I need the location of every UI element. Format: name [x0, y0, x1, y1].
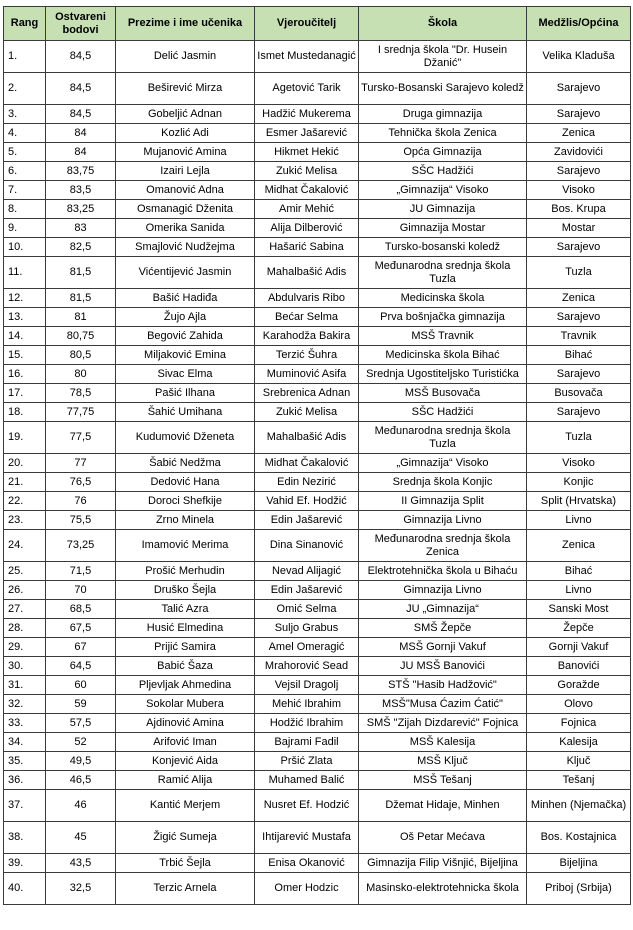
cell-points: 64,5 — [46, 657, 116, 676]
cell-place: Kalesija — [527, 733, 631, 752]
table-row — [4, 600, 631, 619]
table-row — [4, 403, 631, 422]
cell-school: Tursko-Bosanski Sarajevo koledž — [359, 73, 527, 105]
table-row — [4, 676, 631, 695]
cell-teacher: Hikmet Hekić — [255, 143, 359, 162]
table-row — [4, 143, 631, 162]
cell-school: Masinsko-elektrotehnicka škola — [359, 873, 527, 905]
cell-rank: 38. — [4, 822, 46, 854]
cell-name: Žujo Ajla — [116, 308, 255, 327]
cell-school: MSŠ Busovača — [359, 384, 527, 403]
cell-teacher: Omić Selma — [255, 600, 359, 619]
cell-teacher: Midhat Čakalović — [255, 454, 359, 473]
cell-name: Druško Šejla — [116, 581, 255, 600]
cell-school: Međunarodna srednja škola Tuzla — [359, 257, 527, 289]
cell-school: MSŠ Kalesija — [359, 733, 527, 752]
cell-school: SŠC Hadžići — [359, 403, 527, 422]
cell-teacher: Nusret Ef. Hodzić — [255, 790, 359, 822]
cell-place: Bihać — [527, 562, 631, 581]
header-rang: Rang — [4, 7, 46, 41]
cell-school: JU MSŠ Banovići — [359, 657, 527, 676]
table-row — [4, 162, 631, 181]
cell-place: Konjic — [527, 473, 631, 492]
cell-place: Mostar — [527, 219, 631, 238]
cell-points: 81,5 — [46, 289, 116, 308]
table-row — [4, 200, 631, 219]
cell-place: Sarajevo — [527, 73, 631, 105]
cell-rank: 15. — [4, 346, 46, 365]
cell-place: Ključ — [527, 752, 631, 771]
cell-school: „Gimnazija“ Visoko — [359, 181, 527, 200]
cell-school: „Gimnazija“ Visoko — [359, 454, 527, 473]
cell-place: Tuzla — [527, 422, 631, 454]
table-row — [4, 695, 631, 714]
cell-name: Kozlić Adi — [116, 124, 255, 143]
cell-rank: 27. — [4, 600, 46, 619]
cell-rank: 18. — [4, 403, 46, 422]
cell-place: Sarajevo — [527, 365, 631, 384]
cell-rank: 4. — [4, 124, 46, 143]
cell-points: 80,75 — [46, 327, 116, 346]
cell-points: 77 — [46, 454, 116, 473]
cell-points: 84 — [46, 124, 116, 143]
cell-points: 76 — [46, 492, 116, 511]
cell-points: 46,5 — [46, 771, 116, 790]
table-row — [4, 771, 631, 790]
cell-school: MSŠ Travnik — [359, 327, 527, 346]
cell-name: Imamović Merima — [116, 530, 255, 562]
table-row — [4, 454, 631, 473]
cell-rank: 11. — [4, 257, 46, 289]
cell-place: Zenica — [527, 530, 631, 562]
cell-teacher: Edin Jašarević — [255, 581, 359, 600]
cell-name: Delić Jasmin — [116, 41, 255, 73]
header-bodovi: Ostvareni bodovi — [46, 7, 116, 41]
table-row — [4, 238, 631, 257]
cell-teacher: Alija Dilberović — [255, 219, 359, 238]
cell-points: 68,5 — [46, 600, 116, 619]
cell-teacher: Midhat Čakalović — [255, 181, 359, 200]
cell-name: Beširević Mirza — [116, 73, 255, 105]
cell-school: MSŠ Tešanj — [359, 771, 527, 790]
cell-rank: 33. — [4, 714, 46, 733]
cell-name: Miljaković Emina — [116, 346, 255, 365]
cell-place: Sarajevo — [527, 162, 631, 181]
cell-points: 80 — [46, 365, 116, 384]
table-row — [4, 181, 631, 200]
cell-name: Zrno Minela — [116, 511, 255, 530]
cell-points: 60 — [46, 676, 116, 695]
cell-rank: 8. — [4, 200, 46, 219]
cell-rank: 14. — [4, 327, 46, 346]
table-row — [4, 422, 631, 454]
cell-teacher: Edin Nezirić — [255, 473, 359, 492]
cell-school: JU Gimnazija — [359, 200, 527, 219]
cell-teacher: Zukić Melisa — [255, 162, 359, 181]
cell-place: Visoko — [527, 454, 631, 473]
cell-school: Tursko-bosanski koledž — [359, 238, 527, 257]
cell-school: Srednja škola Konjic — [359, 473, 527, 492]
cell-place: Split (Hrvatska) — [527, 492, 631, 511]
cell-rank: 3. — [4, 105, 46, 124]
cell-name: Pašić Ilhana — [116, 384, 255, 403]
table-row — [4, 124, 631, 143]
cell-place: Minhen (Njemačka) — [527, 790, 631, 822]
table-row — [4, 492, 631, 511]
cell-points: 81 — [46, 308, 116, 327]
cell-school: SMŠ Žepče — [359, 619, 527, 638]
cell-name: Pljevljak Ahmedina — [116, 676, 255, 695]
cell-teacher: Hadžić Mukerema — [255, 105, 359, 124]
cell-points: 32,5 — [46, 873, 116, 905]
cell-points: 71,5 — [46, 562, 116, 581]
table-row — [4, 365, 631, 384]
cell-rank: 36. — [4, 771, 46, 790]
cell-school: I srednja škola "Dr. Husein Džanić" — [359, 41, 527, 73]
cell-name: Prijić Samira — [116, 638, 255, 657]
header-skola: Škola — [359, 7, 527, 41]
cell-points: 73,25 — [46, 530, 116, 562]
cell-points: 83,25 — [46, 200, 116, 219]
cell-rank: 12. — [4, 289, 46, 308]
cell-teacher: Vejsil Dragolj — [255, 676, 359, 695]
cell-place: Olovo — [527, 695, 631, 714]
cell-teacher: Vahid Ef. Hodžić — [255, 492, 359, 511]
cell-teacher: Ismet Mustedanagić — [255, 41, 359, 73]
cell-place: Busovača — [527, 384, 631, 403]
cell-name: Arifović Iman — [116, 733, 255, 752]
cell-rank: 26. — [4, 581, 46, 600]
cell-name: Sivac Elma — [116, 365, 255, 384]
cell-name: Ramić Alija — [116, 771, 255, 790]
table-row — [4, 562, 631, 581]
cell-teacher: Omer Hodzic — [255, 873, 359, 905]
cell-school: Džemat Hidaje, Minhen — [359, 790, 527, 822]
cell-school: Medicinska škola — [359, 289, 527, 308]
table-row — [4, 733, 631, 752]
cell-school: Opća Gimnazija — [359, 143, 527, 162]
cell-teacher: Agetović Tarik — [255, 73, 359, 105]
cell-rank: 32. — [4, 695, 46, 714]
cell-rank: 34. — [4, 733, 46, 752]
cell-teacher: Mahalbašić Adis — [255, 422, 359, 454]
cell-name: Omanović Adna — [116, 181, 255, 200]
cell-rank: 5. — [4, 143, 46, 162]
cell-teacher: Bećar Selma — [255, 308, 359, 327]
cell-name: Ajdinović Amina — [116, 714, 255, 733]
cell-rank: 7. — [4, 181, 46, 200]
table-row — [4, 638, 631, 657]
cell-place: Livno — [527, 581, 631, 600]
cell-rank: 13. — [4, 308, 46, 327]
cell-rank: 29. — [4, 638, 46, 657]
cell-name: Šabić Nedžma — [116, 454, 255, 473]
cell-teacher: Enisa Okanović — [255, 854, 359, 873]
cell-name: Izairi Lejla — [116, 162, 255, 181]
cell-rank: 31. — [4, 676, 46, 695]
cell-teacher: Hodžić Ibrahim — [255, 714, 359, 733]
cell-school: Međunarodna srednja škola Tuzla — [359, 422, 527, 454]
table-row — [4, 473, 631, 492]
table-row — [4, 822, 631, 854]
cell-name: Mujanović Amina — [116, 143, 255, 162]
cell-rank: 20. — [4, 454, 46, 473]
cell-teacher: Terzić Šuhra — [255, 346, 359, 365]
cell-points: 83 — [46, 219, 116, 238]
cell-place: Zenica — [527, 124, 631, 143]
cell-teacher: Muhamed Balić — [255, 771, 359, 790]
cell-points: 59 — [46, 695, 116, 714]
cell-school: Prva bošnjačka gimnazija — [359, 308, 527, 327]
cell-place: Livno — [527, 511, 631, 530]
cell-school: Srednja Ugostiteljsko Turistićka — [359, 365, 527, 384]
table-row — [4, 657, 631, 676]
cell-rank: 1. — [4, 41, 46, 73]
table-row — [4, 41, 631, 73]
cell-name: Dedović Hana — [116, 473, 255, 492]
cell-name: Babić Šaza — [116, 657, 255, 676]
cell-school: II Gimnazija Split — [359, 492, 527, 511]
cell-points: 46 — [46, 790, 116, 822]
cell-place: Travnik — [527, 327, 631, 346]
cell-teacher: Edin Jašarević — [255, 511, 359, 530]
table-row — [4, 105, 631, 124]
cell-name: Trbić Šejla — [116, 854, 255, 873]
cell-school: MSŠ"Musa Ćazim Ćatić" — [359, 695, 527, 714]
cell-name: Šahić Umihana — [116, 403, 255, 422]
cell-points: 67 — [46, 638, 116, 657]
cell-teacher: Hašarić Sabina — [255, 238, 359, 257]
cell-place: Priboj (Srbija) — [527, 873, 631, 905]
cell-rank: 16. — [4, 365, 46, 384]
cell-points: 43,5 — [46, 854, 116, 873]
cell-points: 75,5 — [46, 511, 116, 530]
cell-points: 84,5 — [46, 73, 116, 105]
cell-place: Tešanj — [527, 771, 631, 790]
cell-school: Elektrotehnička škola u Bihaću — [359, 562, 527, 581]
cell-teacher: Ihtijarević Mustafa — [255, 822, 359, 854]
cell-name: Žigić Sumeja — [116, 822, 255, 854]
cell-name: Gobeljić Adnan — [116, 105, 255, 124]
cell-school: STŠ "Hasib Hadžović" — [359, 676, 527, 695]
cell-name: Bašić Hadiđa — [116, 289, 255, 308]
cell-name: Kudumović Dženeta — [116, 422, 255, 454]
cell-points: 77,75 — [46, 403, 116, 422]
cell-place: Zavidovići — [527, 143, 631, 162]
cell-points: 81,5 — [46, 257, 116, 289]
cell-points: 84,5 — [46, 41, 116, 73]
cell-rank: 6. — [4, 162, 46, 181]
cell-school: Medicinska škola Bihać — [359, 346, 527, 365]
table-row — [4, 581, 631, 600]
cell-name: Begović Zahida — [116, 327, 255, 346]
table-row — [4, 308, 631, 327]
cell-teacher: Mehić Ibrahim — [255, 695, 359, 714]
cell-rank: 9. — [4, 219, 46, 238]
cell-name: Omerika Sanida — [116, 219, 255, 238]
cell-teacher: Abdulvaris Ribo — [255, 289, 359, 308]
cell-name: Doroci Shefkije — [116, 492, 255, 511]
cell-points: 52 — [46, 733, 116, 752]
cell-place: Visoko — [527, 181, 631, 200]
cell-rank: 35. — [4, 752, 46, 771]
cell-rank: 40. — [4, 873, 46, 905]
cell-name: Talić Azra — [116, 600, 255, 619]
cell-points: 67,5 — [46, 619, 116, 638]
cell-rank: 21. — [4, 473, 46, 492]
cell-teacher: Suljo Grabus — [255, 619, 359, 638]
table-row — [4, 873, 631, 905]
cell-place: Fojnica — [527, 714, 631, 733]
cell-teacher: Srebrenica Adnan — [255, 384, 359, 403]
cell-school: Oš Petar Mećava — [359, 822, 527, 854]
table-row — [4, 219, 631, 238]
cell-school: SMŠ "Zijah Dizdarević" Fojnica — [359, 714, 527, 733]
header-ime: Prezime i ime učenika — [116, 7, 255, 41]
cell-name: Sokolar Mubera — [116, 695, 255, 714]
cell-place: Sarajevo — [527, 403, 631, 422]
cell-place: Goražde — [527, 676, 631, 695]
table-row — [4, 714, 631, 733]
cell-rank: 2. — [4, 73, 46, 105]
cell-points: 80,5 — [46, 346, 116, 365]
cell-rank: 39. — [4, 854, 46, 873]
results-table — [3, 6, 631, 905]
cell-place: Bijeljina — [527, 854, 631, 873]
table-row — [4, 327, 631, 346]
table-row — [4, 289, 631, 308]
cell-rank: 10. — [4, 238, 46, 257]
cell-teacher: Zukić Melisa — [255, 403, 359, 422]
cell-school: MSŠ Gornji Vakuf — [359, 638, 527, 657]
cell-school: SŠC Hadžići — [359, 162, 527, 181]
cell-place: Bos. Krupa — [527, 200, 631, 219]
cell-place: Banovići — [527, 657, 631, 676]
cell-teacher: Bajrami Fadil — [255, 733, 359, 752]
cell-rank: 19. — [4, 422, 46, 454]
table-row — [4, 752, 631, 771]
cell-school: Gimnazija Mostar — [359, 219, 527, 238]
table-row — [4, 346, 631, 365]
cell-points: 83,75 — [46, 162, 116, 181]
header-row — [4, 7, 631, 41]
cell-rank: 22. — [4, 492, 46, 511]
cell-school: MSŠ Ključ — [359, 752, 527, 771]
table-row — [4, 511, 631, 530]
cell-place: Žepče — [527, 619, 631, 638]
cell-teacher: Karahodža Bakira — [255, 327, 359, 346]
cell-school: Gimnazija Livno — [359, 511, 527, 530]
cell-teacher: Mrahorović Sead — [255, 657, 359, 676]
cell-points: 77,5 — [46, 422, 116, 454]
cell-rank: 17. — [4, 384, 46, 403]
cell-place: Bihać — [527, 346, 631, 365]
cell-rank: 37. — [4, 790, 46, 822]
cell-rank: 24. — [4, 530, 46, 562]
cell-teacher: Pršić Zlata — [255, 752, 359, 771]
cell-points: 83,5 — [46, 181, 116, 200]
cell-school: Gimnazija Filip Višnjić, Bijeljina — [359, 854, 527, 873]
cell-points: 49,5 — [46, 752, 116, 771]
header-vjeroucitelj: Vjeroučitelj — [255, 7, 359, 41]
cell-teacher: Mahalbašić Adis — [255, 257, 359, 289]
cell-place: Velika Kladuša — [527, 41, 631, 73]
cell-points: 78,5 — [46, 384, 116, 403]
cell-teacher: Esmer Jašarević — [255, 124, 359, 143]
cell-name: Osmanagić Dženita — [116, 200, 255, 219]
cell-place: Sanski Most — [527, 600, 631, 619]
cell-school: Gimnazija Livno — [359, 581, 527, 600]
cell-name: Prošić Merhudin — [116, 562, 255, 581]
cell-name: Konjević Aida — [116, 752, 255, 771]
table-body — [4, 41, 631, 905]
cell-name: Husić Elmedina — [116, 619, 255, 638]
cell-points: 57,5 — [46, 714, 116, 733]
cell-points: 45 — [46, 822, 116, 854]
cell-school: Druga gimnazija — [359, 105, 527, 124]
cell-place: Tuzla — [527, 257, 631, 289]
cell-place: Zenica — [527, 289, 631, 308]
cell-points: 84,5 — [46, 105, 116, 124]
table-row — [4, 73, 631, 105]
header-medzlis: Medžlis/Općina — [527, 7, 631, 41]
cell-place: Bos. Kostajnica — [527, 822, 631, 854]
cell-name: Vićentijević Jasmin — [116, 257, 255, 289]
cell-rank: 23. — [4, 511, 46, 530]
cell-points: 84 — [46, 143, 116, 162]
table-row — [4, 384, 631, 403]
cell-place: Sarajevo — [527, 238, 631, 257]
cell-school: Međunarodna srednja škola Zenica — [359, 530, 527, 562]
cell-teacher: Amel Omeragić — [255, 638, 359, 657]
cell-place: Gornji Vakuf — [527, 638, 631, 657]
cell-points: 76,5 — [46, 473, 116, 492]
cell-place: Sarajevo — [527, 308, 631, 327]
table-row — [4, 619, 631, 638]
table-row — [4, 854, 631, 873]
cell-school: JU „Gimnazija“ — [359, 600, 527, 619]
cell-name: Terzic Arnela — [116, 873, 255, 905]
table-row — [4, 257, 631, 289]
cell-teacher: Amir Mehić — [255, 200, 359, 219]
cell-teacher: Dina Sinanović — [255, 530, 359, 562]
cell-school: Tehnička škola Zenica — [359, 124, 527, 143]
cell-rank: 30. — [4, 657, 46, 676]
cell-place: Sarajevo — [527, 105, 631, 124]
cell-points: 82,5 — [46, 238, 116, 257]
table-row — [4, 530, 631, 562]
cell-teacher: Nevad Alijagić — [255, 562, 359, 581]
cell-name: Smajlović Nudžejma — [116, 238, 255, 257]
cell-rank: 28. — [4, 619, 46, 638]
table-row — [4, 790, 631, 822]
cell-name: Kantić Merjem — [116, 790, 255, 822]
cell-rank: 25. — [4, 562, 46, 581]
cell-teacher: Muminović Asifa — [255, 365, 359, 384]
cell-points: 70 — [46, 581, 116, 600]
